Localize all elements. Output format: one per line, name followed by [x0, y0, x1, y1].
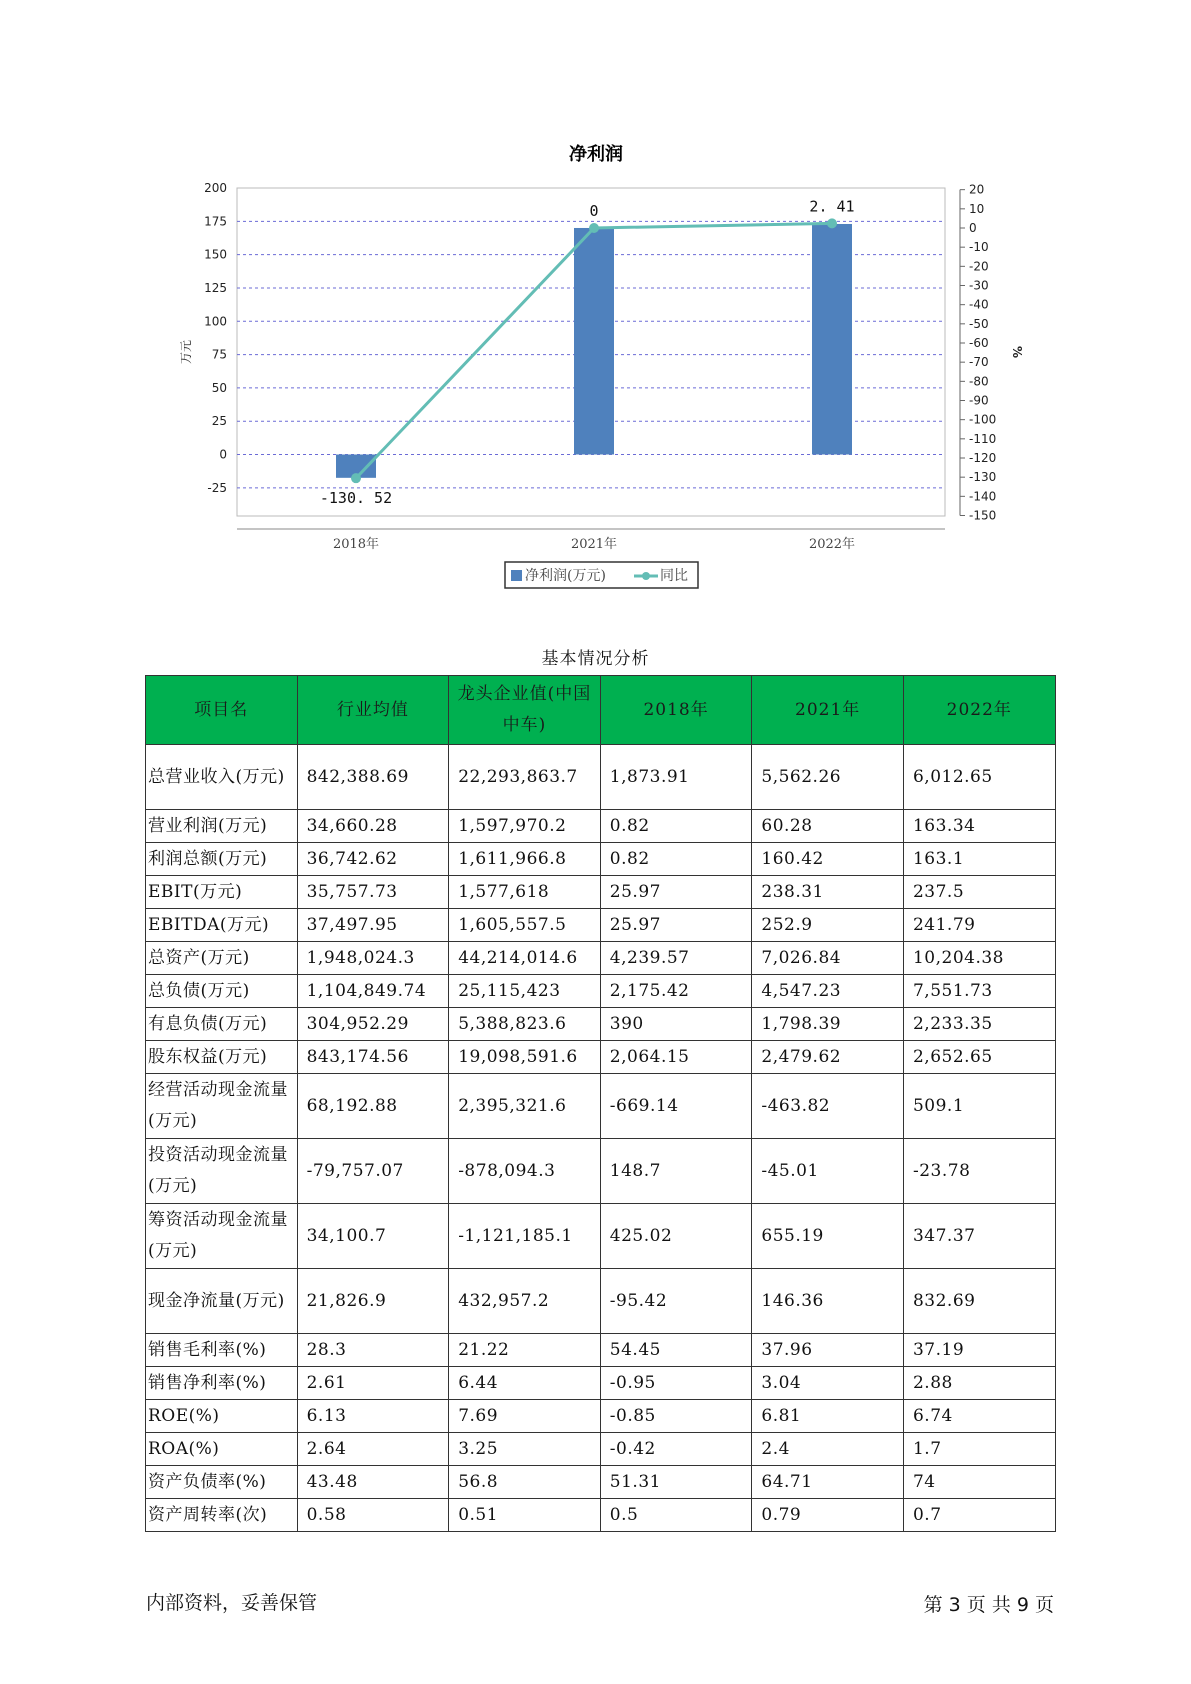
row-label: 现金净流量(万元): [146, 1269, 298, 1334]
row-label: 总营业收入(万元): [146, 745, 298, 810]
table-cell: 509.1: [903, 1074, 1055, 1139]
table-row: [146, 1433, 1056, 1466]
table-row: [146, 942, 1056, 975]
table-row: [146, 1074, 1056, 1139]
table-cell: 68,192.88: [297, 1074, 449, 1139]
table-cell: -23.78: [903, 1139, 1055, 1204]
table-cell: 28.3: [297, 1334, 449, 1367]
table-row: [146, 975, 1056, 1008]
left-tick-label: 25: [211, 414, 227, 429]
table-cell: 843,174.56: [297, 1041, 449, 1074]
yoy-point: [589, 223, 599, 233]
yoy-data-label: 0: [589, 202, 599, 220]
row-label: 投资活动现金流量(万元): [146, 1139, 298, 1204]
row-label: 销售毛利率(%): [146, 1334, 298, 1367]
table-cell: 0.7: [903, 1499, 1055, 1532]
row-label: 股东权益(万元): [146, 1041, 298, 1074]
table-cell: -463.82: [752, 1074, 904, 1139]
table-title: 基本情况分析: [541, 649, 650, 669]
table-cell: 21.22: [449, 1334, 601, 1367]
table-cell: 74: [903, 1466, 1055, 1499]
table-cell: 0.82: [600, 810, 752, 843]
row-label: 利润总额(万元): [146, 843, 298, 876]
table-cell: 432,957.2: [449, 1269, 601, 1334]
table-cell: -79,757.07: [297, 1139, 449, 1204]
table-cell: 2.88: [903, 1367, 1055, 1400]
table-cell: 6.13: [297, 1400, 449, 1433]
left-tick-label: 125: [204, 280, 227, 295]
table-cell: 21,826.9: [297, 1269, 449, 1334]
footer-page-number: 第 3 页 共 9 页: [923, 1594, 1054, 1616]
x-tick-label: 2022年: [808, 537, 856, 552]
table-cell: 34,660.28: [297, 810, 449, 843]
right-tick-label: -90: [969, 393, 989, 408]
right-tick-label: -70: [969, 355, 989, 370]
right-tick-label: -140: [969, 489, 997, 504]
table-cell: 51.31: [600, 1466, 752, 1499]
table-cell: 2,175.42: [600, 975, 752, 1008]
yoy-point: [827, 218, 837, 228]
legend-line-label: 同比: [660, 568, 688, 584]
table-cell: 6.74: [903, 1400, 1055, 1433]
table-header-row: [146, 676, 1056, 745]
table-cell: 56.8: [449, 1466, 601, 1499]
table-row: [146, 810, 1056, 843]
right-tick-label: -40: [969, 297, 989, 312]
table-header-cell: 2021年: [752, 676, 904, 745]
right-tick-label: 10: [969, 201, 985, 216]
left-tick-label: 100: [204, 314, 227, 329]
table-row: [146, 1367, 1056, 1400]
table-cell: 44,214,014.6: [449, 942, 601, 975]
row-label: 总资产(万元): [146, 942, 298, 975]
table-row: [146, 1204, 1056, 1269]
row-label: EBITDA(万元): [146, 909, 298, 942]
table-cell: 19,098,591.6: [449, 1041, 601, 1074]
table-cell: 0.82: [600, 843, 752, 876]
left-tick-label: 50: [211, 380, 227, 395]
bar-2021年: [574, 228, 614, 455]
table-row: [146, 1008, 1056, 1041]
table-cell: 5,562.26: [752, 745, 904, 810]
table-cell: 0.58: [297, 1499, 449, 1532]
row-label: EBIT(万元): [146, 876, 298, 909]
table-row: [146, 843, 1056, 876]
row-label: 经营活动现金流量(万元): [146, 1074, 298, 1139]
right-tick-label: -100: [969, 412, 997, 427]
table-cell: 43.48: [297, 1466, 449, 1499]
row-label: 销售净利率(%): [146, 1367, 298, 1400]
table-cell: 1,605,557.5: [449, 909, 601, 942]
table-cell: 1,611,966.8: [449, 843, 601, 876]
table-cell: -0.95: [600, 1367, 752, 1400]
table-cell: 64.71: [752, 1466, 904, 1499]
right-tick-label: -30: [969, 278, 989, 293]
table-cell: 160.42: [752, 843, 904, 876]
right-tick-label: -110: [969, 431, 997, 446]
table-cell: -45.01: [752, 1139, 904, 1204]
table-row: [146, 745, 1056, 810]
row-label: ROE(%): [146, 1400, 298, 1433]
legend-line-marker: [642, 572, 650, 580]
table-cell: 6.81: [752, 1400, 904, 1433]
x-tick-label: 2018年: [332, 537, 380, 552]
table-cell: 10,204.38: [903, 942, 1055, 975]
right-tick-label: -50: [969, 316, 989, 331]
table-cell: -669.14: [600, 1074, 752, 1139]
table-cell: 2.61: [297, 1367, 449, 1400]
row-label: 筹资活动现金流量(万元): [146, 1204, 298, 1269]
table-cell: 25.97: [600, 909, 752, 942]
table-cell: -0.85: [600, 1400, 752, 1433]
table-cell: 347.37: [903, 1204, 1055, 1269]
table-cell: 2,064.15: [600, 1041, 752, 1074]
table-row: [146, 1466, 1056, 1499]
table-cell: 3.25: [449, 1433, 601, 1466]
table-cell: 425.02: [600, 1204, 752, 1269]
right-tick-label: -130: [969, 470, 997, 485]
table-cell: -0.42: [600, 1433, 752, 1466]
table-row: [146, 1041, 1056, 1074]
table-cell: 390: [600, 1008, 752, 1041]
table-header-cell: 项目名: [146, 676, 298, 745]
table-cell: 22,293,863.7: [449, 745, 601, 810]
table-cell: 6.44: [449, 1367, 601, 1400]
table-cell: 0.5: [600, 1499, 752, 1532]
table-cell: 36,742.62: [297, 843, 449, 876]
table-cell: 655.19: [752, 1204, 904, 1269]
legend-bar-swatch: [511, 570, 522, 581]
chart-title: 净利润: [569, 144, 623, 165]
table-cell: 37.96: [752, 1334, 904, 1367]
right-tick-label: -10: [969, 240, 989, 255]
table-cell: 832.69: [903, 1269, 1055, 1334]
table-cell: 1.7: [903, 1433, 1055, 1466]
net-profit-chart: [0, 0, 1191, 600]
yoy-data-label: 2. 41: [809, 197, 855, 216]
table-row: [146, 876, 1056, 909]
table-cell: 2.4: [752, 1433, 904, 1466]
table-cell: 148.7: [600, 1139, 752, 1204]
table-header-cell: 龙头企业值(中国中车): [449, 676, 601, 745]
table-cell: 2,479.62: [752, 1041, 904, 1074]
table-cell: 1,948,024.3: [297, 942, 449, 975]
table-cell: -878,094.3: [449, 1139, 601, 1204]
table-row: [146, 1334, 1056, 1367]
row-label: 总负债(万元): [146, 975, 298, 1008]
basic-analysis-table: [145, 675, 1056, 1532]
table-cell: 35,757.73: [297, 876, 449, 909]
table-cell: 7.69: [449, 1400, 601, 1433]
table-cell: 1,597,970.2: [449, 810, 601, 843]
right-axis-title: %: [1010, 345, 1024, 359]
row-label: 有息负债(万元): [146, 1008, 298, 1041]
table-cell: 241.79: [903, 909, 1055, 942]
table-cell: 7,551.73: [903, 975, 1055, 1008]
left-tick-label: 200: [204, 181, 227, 195]
right-tick-label: -120: [969, 451, 997, 465]
table-cell: 163.34: [903, 810, 1055, 843]
table-cell: 237.5: [903, 876, 1055, 909]
table-cell: 2,233.35: [903, 1008, 1055, 1041]
table-cell: 163.1: [903, 843, 1055, 876]
table-cell: 25.97: [600, 876, 752, 909]
table-row: [146, 1499, 1056, 1532]
yoy-point: [351, 473, 361, 483]
table-cell: -1,121,185.1: [449, 1204, 601, 1269]
yoy-data-label: -130. 52: [319, 489, 393, 508]
table-row: [146, 909, 1056, 942]
table-header-cell: 2018年: [600, 676, 752, 745]
table-header-cell: 2022年: [903, 676, 1055, 745]
table-cell: 2,395,321.6: [449, 1074, 601, 1139]
table-cell: 1,798.39: [752, 1008, 904, 1041]
table-cell: 146.36: [752, 1269, 904, 1334]
table-cell: 842,388.69: [297, 745, 449, 810]
x-tick-label: 2021年: [570, 537, 618, 552]
table-cell: 252.9: [752, 909, 904, 942]
left-tick-label: -25: [207, 480, 227, 495]
table-cell: 37.19: [903, 1334, 1055, 1367]
right-tick-label: -60: [969, 336, 989, 350]
table-cell: 60.28: [752, 810, 904, 843]
table-cell: 2,652.65: [903, 1041, 1055, 1074]
table-cell: 25,115,423: [449, 975, 601, 1008]
table-cell: 1,577,618: [449, 876, 601, 909]
table-cell: 5,388,823.6: [449, 1008, 601, 1041]
right-tick-label: -150: [969, 508, 997, 523]
table-row: [146, 1139, 1056, 1204]
table-cell: 0.79: [752, 1499, 904, 1532]
bar-2022年: [812, 224, 852, 455]
table-header-cell: 行业均值: [297, 676, 449, 745]
right-tick-label: 0: [969, 221, 977, 235]
table-row: [146, 1269, 1056, 1334]
row-label: 资产周转率(次): [146, 1499, 298, 1532]
row-label: ROA(%): [146, 1433, 298, 1466]
left-tick-label: 175: [204, 214, 227, 229]
table-cell: 1,104,849.74: [297, 975, 449, 1008]
table-cell: -95.42: [600, 1269, 752, 1334]
right-tick-label: 20: [969, 182, 985, 197]
table-cell: 37,497.95: [297, 909, 449, 942]
table-cell: 34,100.7: [297, 1204, 449, 1269]
table-cell: 54.45: [600, 1334, 752, 1367]
left-axis-title: 万元: [179, 339, 193, 365]
row-label: 资产负债率(%): [146, 1466, 298, 1499]
left-tick-label: 150: [204, 247, 227, 262]
table-cell: 3.04: [752, 1367, 904, 1400]
table-cell: 0.51: [449, 1499, 601, 1532]
left-tick-label: 0: [219, 447, 227, 462]
table-cell: 4,239.57: [600, 942, 752, 975]
footer-confidential: 内部资料，妥善保管: [146, 1592, 318, 1614]
left-tick-label: 75: [211, 347, 227, 362]
table-cell: 304,952.29: [297, 1008, 449, 1041]
table-cell: 7,026.84: [752, 942, 904, 975]
table-cell: 1,873.91: [600, 745, 752, 810]
right-tick-label: -80: [969, 374, 989, 389]
table-row: [146, 1400, 1056, 1433]
table-cell: 2.64: [297, 1433, 449, 1466]
row-label: 营业利润(万元): [146, 810, 298, 843]
right-tick-label: -20: [969, 259, 989, 274]
table-cell: 4,547.23: [752, 975, 904, 1008]
table-cell: 6,012.65: [903, 745, 1055, 810]
table-cell: 238.31: [752, 876, 904, 909]
legend-bar-label: 净利润(万元): [525, 568, 606, 584]
